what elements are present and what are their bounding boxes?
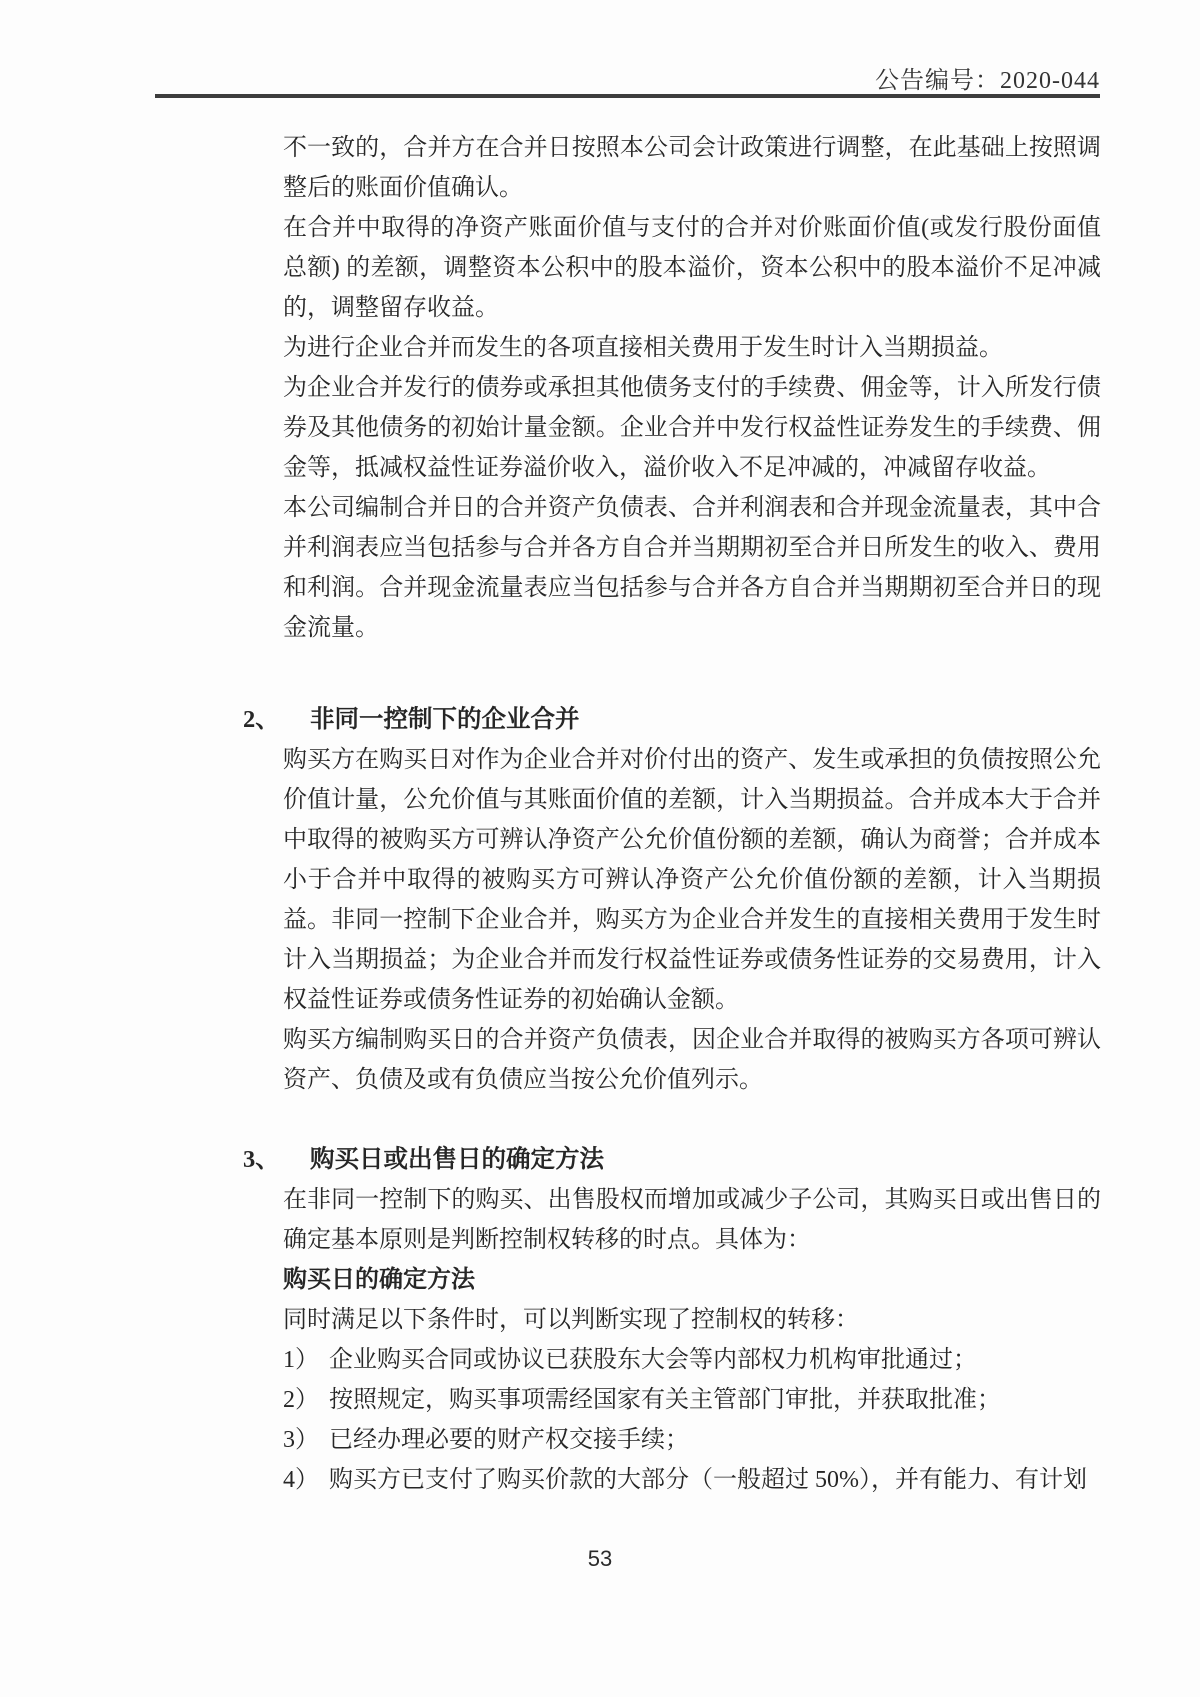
section-number: 3、 <box>243 1146 280 1173</box>
list-item <box>283 1460 1101 1500</box>
section-heading-2 <box>243 700 1101 740</box>
paragraph: 购买方编制购买日的合并资产负债表，因企业合并取得的被购买方各项可辨认资产、负债及或有负债应当按公允价值列示。 <box>283 1027 1101 1093</box>
paragraph: 为企业合并发行的债券或承担其他债务支付的手续费、佣金等，计入所发行债券及其他债务的初始计量金额。企业合并中发行权益性证券发生的手续费、佣金等，抵减权益性证券溢价收入，溢价收入不足冲减的，冲减留存收益。 <box>283 375 1101 481</box>
list-item-marker: 1） <box>283 1347 319 1373</box>
list-item <box>283 1420 1101 1460</box>
paragraph: 不一致的，合并方在合并日按照本公司会计政策进行调整，在此基础上按照调整后的账面价值确认。 <box>283 135 1101 201</box>
paragraph: 在合并中取得的净资产账面价值与支付的合并对价账面价值(或发行股份面值总额) 的差额，调整资本公积中的股本溢价，资本公积中的股本溢价不足冲减的，调整留存收益。 <box>283 215 1101 321</box>
list-item-marker: 4） <box>283 1467 319 1493</box>
section-title: 购买日或出售日的确定方法 <box>310 1146 604 1173</box>
paragraph: 购买方在购买日对作为企业合并对价付出的资产、发生或承担的负债按照公允价值计量，公允价值与其账面价值的差额，计入当期损益。合并成本大于合并中取得的被购买方可辨认净资产公允价值份额的差额，确认为商誉；合并成本小于合并中取得的被购买方可辨认净资产公允价值份额的差额，计入当期损益。非同一控制下企业合并，购买方为企业合并发生的直接相关费用于发生时计入当期损益；为企业合并而发行权益性证券或债务性证券的交易费用，计入权益性证券或债务性证券的初始确认金额。 <box>283 747 1101 1013</box>
document-content <box>243 128 1101 1500</box>
list-item-text: 购买方已支付了购买价款的大部分（一般超过 50%），并有能力、有计划 <box>329 1467 1087 1493</box>
paragraph: 同时满足以下条件时，可以判断实现了控制权的转移： <box>283 1307 859 1333</box>
list-item-marker: 3） <box>283 1427 319 1453</box>
page-number: 53 <box>587 1546 613 1571</box>
paragraph: 为进行企业合并而发生的各项直接相关费用于发生时计入当期损益。 <box>283 335 1003 361</box>
section-heading-3 <box>243 1140 1101 1180</box>
list-item <box>283 1380 1101 1420</box>
announcement-number: 公告编号：2020-044 <box>875 68 1100 94</box>
page-header <box>155 60 1100 95</box>
section-title: 非同一控制下的企业合并 <box>310 706 580 733</box>
subheading: 购买日的确定方法 <box>283 1267 475 1293</box>
section-number: 2、 <box>243 706 280 733</box>
list-item <box>283 1340 1101 1380</box>
list-item-text: 按照规定，购买事项需经国家有关主管部门审批，并获取批准； <box>329 1387 1001 1413</box>
list-item-text: 企业购买合同或协议已获股东大会等内部权力机构审批通过； <box>329 1347 977 1373</box>
list-item-text: 已经办理必要的财产权交接手续； <box>329 1427 689 1453</box>
paragraph: 本公司编制合并日的合并资产负债表、合并利润表和合并现金流量表，其中合并利润表应当包括参与合并各方自合并当期期初至合并日所发生的收入、费用和利润。合并现金流量表应当包括参与合并各方自合并当期期初至合并日的现金流量。 <box>283 495 1101 641</box>
header-divider <box>155 94 1100 98</box>
paragraph: 在非同一控制下的购买、出售股权而增加或减少子公司，其购买日或出售日的确定基本原则是判断控制权转移的时点。具体为： <box>283 1187 1101 1253</box>
list-item-marker: 2） <box>283 1387 319 1413</box>
